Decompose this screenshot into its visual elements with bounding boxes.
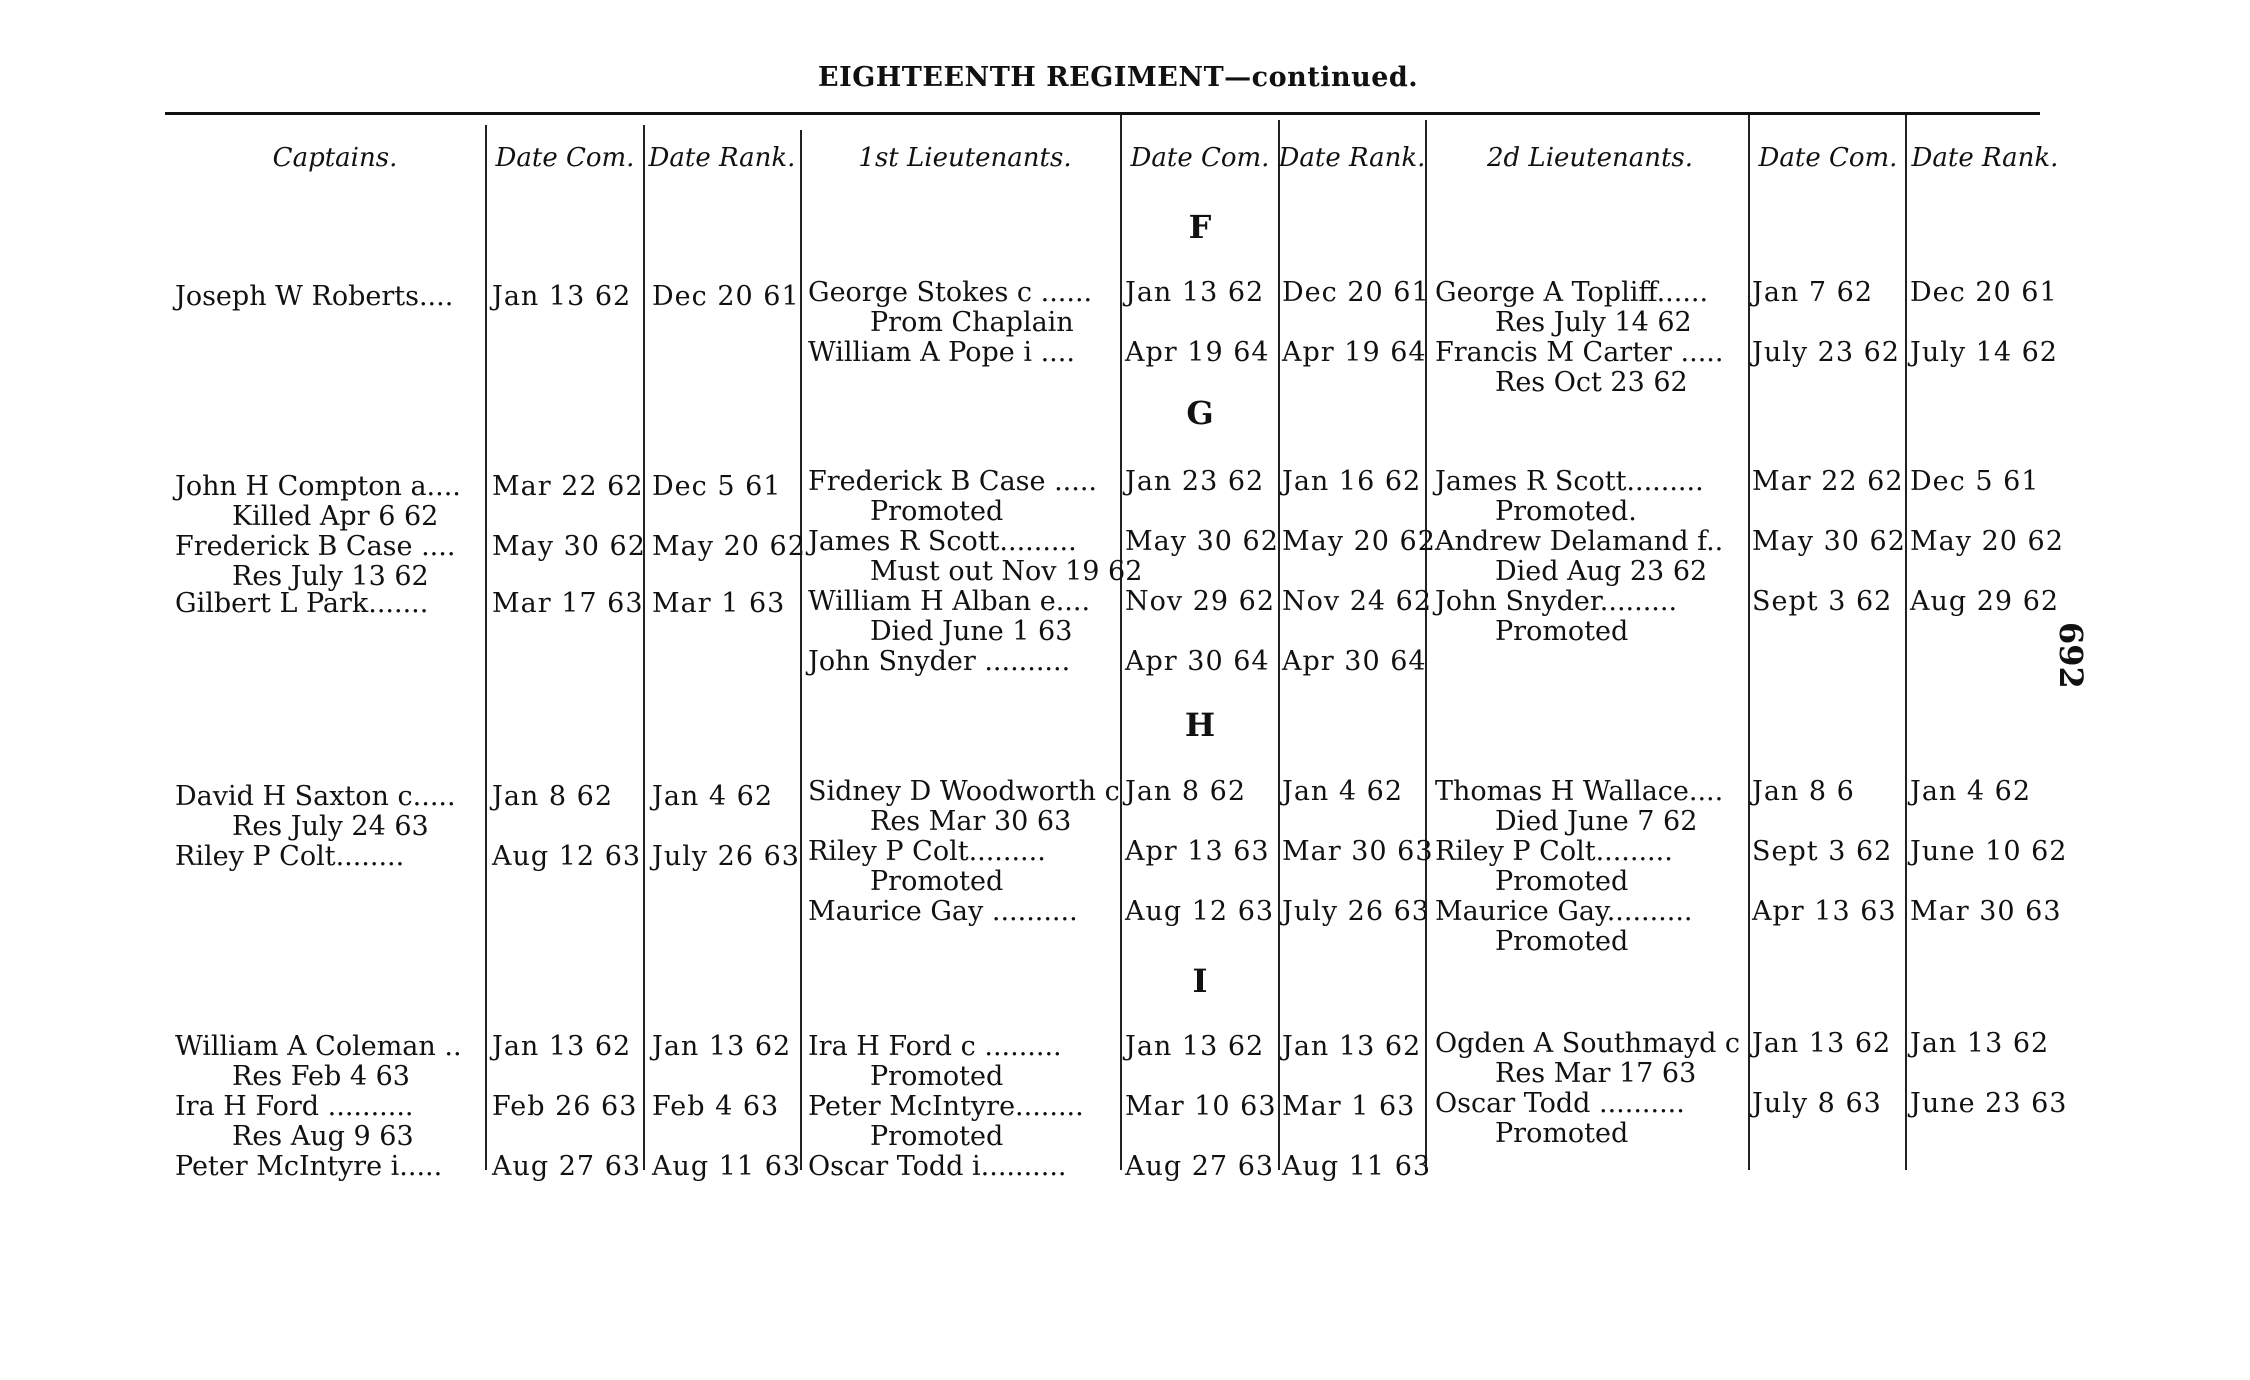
company-letter: H (1184, 706, 1216, 744)
officer-name: Oscar Todd .......... (1435, 1088, 1685, 1119)
officer-note: Promoted (870, 496, 1004, 527)
officer-name: Riley P Colt........ (175, 841, 405, 872)
date-rank: July 14 62 (1910, 337, 2058, 368)
date-rank: Jan 4 62 (1282, 776, 1404, 807)
column-divider (643, 125, 645, 1170)
date-commission: Apr 19 64 (1125, 337, 1270, 368)
officer-name: James R Scott......... (1435, 466, 1704, 497)
officer-name: Peter McIntyre i..... (175, 1151, 443, 1182)
officer-name: Frederick B Case ..... (808, 466, 1097, 497)
column-header: 1st Lieutenants. (858, 143, 1072, 173)
date-rank: May 20 62 (1910, 526, 2064, 557)
date-commission: Jan 23 62 (1125, 466, 1265, 497)
officer-name: George A Topliff...... (1435, 277, 1709, 308)
date-rank: Aug 11 63 (1282, 1151, 1432, 1182)
officer-name: David H Saxton c..... (175, 781, 456, 812)
date-rank: Jan 4 62 (652, 781, 774, 812)
column-divider (1278, 120, 1280, 1170)
date-rank: Apr 19 64 (1282, 337, 1427, 368)
date-rank: May 20 62 (1282, 526, 1436, 557)
officer-name: Gilbert L Park....... (175, 588, 429, 619)
date-rank: Dec 20 61 (652, 281, 800, 312)
date-rank: Mar 1 63 (1282, 1091, 1416, 1122)
company-letter: I (1192, 962, 1208, 1000)
date-commission: Aug 12 63 (492, 841, 642, 872)
date-rank: Dec 5 61 (652, 471, 782, 502)
column-divider (1120, 115, 1122, 1170)
officer-name: John H Compton a.... (175, 471, 461, 502)
date-commission: Jan 13 62 (492, 281, 632, 312)
officer-note: Killed Apr 6 62 (232, 501, 439, 532)
officer-name: Maurice Gay.......... (1435, 896, 1693, 927)
officer-name: George Stokes c ...... (808, 277, 1093, 308)
date-commission: Apr 30 64 (1125, 646, 1270, 677)
date-commission: Sept 3 62 (1752, 836, 1893, 867)
officer-note: Prom Chaplain (870, 307, 1074, 338)
officer-note: Res July 24 63 (232, 811, 429, 842)
column-header: Date Rank. (1911, 143, 2059, 173)
date-commission: Jan 13 62 (1125, 1031, 1265, 1062)
date-rank: June 23 63 (1910, 1088, 2068, 1119)
date-commission: Sept 3 62 (1752, 586, 1893, 617)
date-rank: July 26 63 (652, 841, 800, 872)
date-commission: July 23 62 (1752, 337, 1900, 368)
officer-name: Oscar Todd i.......... (808, 1151, 1067, 1182)
date-commission: Aug 27 63 (492, 1151, 642, 1182)
date-rank: Jan 16 62 (1282, 466, 1422, 497)
officer-name: Riley P Colt......... (808, 836, 1046, 867)
date-commission: July 8 63 (1752, 1088, 1882, 1119)
date-rank: Dec 20 61 (1282, 277, 1430, 308)
officer-name: Andrew Delamand f.. (1435, 526, 1724, 557)
date-rank: Dec 20 61 (1910, 277, 2058, 308)
officer-note: Promoted (1495, 616, 1629, 647)
date-commission: Mar 22 62 (1752, 466, 1904, 497)
top-rule (165, 112, 2040, 115)
officer-name: Sidney D Woodworth c (808, 776, 1120, 807)
date-rank: Aug 11 63 (652, 1151, 802, 1182)
column-header: Date Com. (1758, 143, 1898, 173)
officer-name: Joseph W Roberts.... (175, 281, 454, 312)
date-commission: Apr 13 63 (1125, 836, 1270, 867)
officer-note: Died Aug 23 62 (1495, 556, 1708, 587)
date-rank: Dec 5 61 (1910, 466, 2040, 497)
date-commission: May 30 62 (492, 531, 646, 562)
date-commission: Mar 22 62 (492, 471, 644, 502)
date-rank: Feb 4 63 (652, 1091, 780, 1122)
officer-note: Res Mar 30 63 (870, 806, 1072, 837)
officer-name: John Snyder .......... (808, 646, 1071, 677)
column-divider (1905, 115, 1907, 1170)
column-header: Date Com. (1130, 143, 1270, 173)
officer-note: Died June 7 62 (1495, 806, 1698, 837)
date-commission: May 30 62 (1125, 526, 1279, 557)
officer-name: Francis M Carter ..... (1435, 337, 1724, 368)
date-rank: Apr 30 64 (1282, 646, 1427, 677)
date-rank: Jan 13 62 (652, 1031, 792, 1062)
officer-note: Res Feb 4 63 (232, 1061, 410, 1092)
date-commission: Jan 13 62 (492, 1031, 632, 1062)
date-rank: Aug 29 62 (1910, 586, 2060, 617)
date-rank: Mar 1 63 (652, 588, 786, 619)
officer-name: Ira H Ford .......... (175, 1091, 414, 1122)
date-commission: Jan 8 62 (1125, 776, 1247, 807)
company-letter: F (1188, 208, 1212, 246)
date-rank: Nov 24 62 (1282, 586, 1433, 617)
column-header: 2d Lieutenants. (1486, 143, 1694, 173)
column-divider (1748, 115, 1750, 1170)
officer-note: Promoted. (1495, 496, 1637, 527)
date-rank: Jan 13 62 (1910, 1028, 2050, 1059)
officer-note: Res July 13 62 (232, 561, 429, 592)
date-rank: Jan 4 62 (1910, 776, 2032, 807)
officer-note: Res Mar 17 63 (1495, 1058, 1697, 1089)
date-rank: July 26 63 (1282, 896, 1430, 927)
officer-note: Promoted (870, 866, 1004, 897)
date-commission: Aug 27 63 (1125, 1151, 1275, 1182)
officer-note: Promoted (1495, 926, 1629, 957)
date-rank: Mar 30 63 (1282, 836, 1434, 867)
officer-note: Promoted (870, 1061, 1004, 1092)
date-commission: Jan 8 6 (1752, 776, 1855, 807)
officer-name: Peter McIntyre........ (808, 1091, 1084, 1122)
officer-name: James R Scott......... (808, 526, 1077, 557)
officer-name: William A Coleman .. (175, 1031, 462, 1062)
date-commission: Jan 8 62 (492, 781, 614, 812)
date-commission: Aug 12 63 (1125, 896, 1275, 927)
column-header: Captains. (272, 143, 398, 173)
column-header: Date Com. (495, 143, 635, 173)
date-rank: June 10 62 (1910, 836, 2068, 867)
officer-name: Frederick B Case .... (175, 531, 456, 562)
officer-name: William H Alban e.... (808, 586, 1091, 617)
officer-note: Res Aug 9 63 (232, 1121, 414, 1152)
company-letter: G (1186, 394, 1214, 432)
column-divider (800, 130, 802, 1170)
officer-note: Promoted (1495, 866, 1629, 897)
column-header: Date Rank. (648, 143, 796, 173)
officer-name: Thomas H Wallace.... (1435, 776, 1724, 807)
officer-note: Promoted (870, 1121, 1004, 1152)
officer-name: Maurice Gay .......... (808, 896, 1078, 927)
officer-note: Res Oct 23 62 (1495, 367, 1688, 398)
officer-note: Res July 14 62 (1495, 307, 1692, 338)
officer-name: John Snyder......... (1435, 586, 1678, 617)
date-commission: Nov 29 62 (1125, 586, 1276, 617)
date-commission: Apr 13 63 (1752, 896, 1897, 927)
officer-name: Ogden A Southmayd c (1435, 1028, 1741, 1059)
date-commission: May 30 62 (1752, 526, 1906, 557)
date-commission: Mar 10 63 (1125, 1091, 1277, 1122)
date-commission: Jan 13 62 (1752, 1028, 1892, 1059)
officer-note: Promoted (1495, 1118, 1629, 1149)
date-rank: May 20 62 (652, 531, 806, 562)
column-divider (485, 125, 487, 1170)
date-rank: Mar 30 63 (1910, 896, 2062, 927)
date-rank: Jan 13 62 (1282, 1031, 1422, 1062)
column-header: Date Rank. (1278, 143, 1426, 173)
officer-name: Riley P Colt......... (1435, 836, 1673, 867)
officer-note: Died June 1 63 (870, 616, 1073, 647)
date-commission: Jan 13 62 (1125, 277, 1265, 308)
officer-note: Must out Nov 19 62 (870, 556, 1143, 587)
page-number: 692 (2052, 622, 2090, 689)
date-commission: Mar 17 63 (492, 588, 644, 619)
officer-name: William A Pope i .... (808, 337, 1075, 368)
date-commission: Feb 26 63 (492, 1091, 638, 1122)
date-commission: Jan 7 62 (1752, 277, 1874, 308)
page-title: EIGHTEENTH REGIMENT—continued. (818, 62, 1419, 93)
officer-name: Ira H Ford c ......... (808, 1031, 1062, 1062)
